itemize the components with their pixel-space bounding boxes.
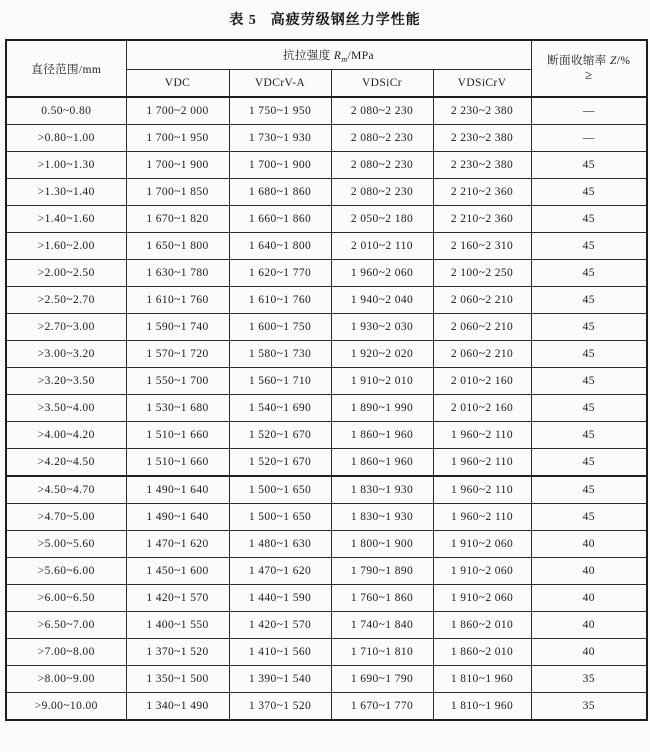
cell-vdc: 1 700~1 950 — [126, 125, 229, 152]
table-row — [6, 666, 647, 693]
cell-vdsicr: 1 690~1 790 — [331, 666, 433, 693]
cell-diameter-range: >2.00~2.50 — [6, 260, 126, 287]
cell-vdsicr: 2 010~2 110 — [331, 233, 433, 260]
cell-vdcrv-a: 1 580~1 730 — [229, 341, 331, 368]
cell-vdcrv-a: 1 600~1 750 — [229, 314, 331, 341]
cell-diameter-range: >1.00~1.30 — [6, 152, 126, 179]
cell-vdsicrv: 1 860~2 010 — [433, 612, 531, 639]
cell-vdsicr: 1 760~1 860 — [331, 585, 433, 612]
cell-vdc: 1 530~1 680 — [126, 395, 229, 422]
cell-vdcrv-a: 1 560~1 710 — [229, 368, 331, 395]
cell-vdsicr: 1 940~2 040 — [331, 287, 433, 314]
cell-vdc: 1 370~1 520 — [126, 639, 229, 666]
cell-vdsicrv: 1 860~2 010 — [433, 639, 531, 666]
cell-vdc: 1 420~1 570 — [126, 585, 229, 612]
table-title — [0, 0, 650, 39]
reduction-label: 断面收缩率 — [547, 54, 610, 67]
cell-vdc: 1 400~1 550 — [126, 612, 229, 639]
cell-diameter-range: >6.00~6.50 — [6, 585, 126, 612]
cell-vdsicr: 1 920~2 020 — [331, 341, 433, 368]
cell-vdc: 1 590~1 740 — [126, 314, 229, 341]
cell-vdc: 1 700~1 850 — [126, 179, 229, 206]
cell-vdsicrv: 1 960~2 110 — [433, 504, 531, 531]
cell-reduction: 40 — [531, 558, 647, 585]
cell-vdsicr: 1 830~1 930 — [331, 504, 433, 531]
cell-vdcrv-a: 1 660~1 860 — [229, 206, 331, 233]
table-row — [6, 639, 647, 666]
reduction-symbol: Z — [609, 54, 617, 67]
table-row — [6, 260, 647, 287]
cell-vdsicrv: 1 810~1 960 — [433, 693, 531, 721]
cell-vdcrv-a: 1 700~1 900 — [229, 152, 331, 179]
cell-diameter-range: >1.60~2.00 — [6, 233, 126, 260]
cell-vdcrv-a: 1 410~1 560 — [229, 639, 331, 666]
mechanical-properties-table — [5, 39, 648, 721]
cell-diameter-range: >4.50~4.70 — [6, 476, 126, 504]
table-row — [6, 531, 647, 558]
cell-vdsicr: 2 080~2 230 — [331, 125, 433, 152]
cell-reduction: 40 — [531, 585, 647, 612]
cell-reduction: 45 — [531, 260, 647, 287]
cell-vdc: 1 700~2 000 — [126, 97, 229, 125]
cell-vdsicrv: 1 910~2 060 — [433, 531, 531, 558]
cell-vdcrv-a: 1 500~1 650 — [229, 504, 331, 531]
cell-vdsicrv: 2 160~2 310 — [433, 233, 531, 260]
cell-vdsicrv: 1 960~2 110 — [433, 476, 531, 504]
cell-vdsicrv: 1 960~2 110 — [433, 449, 531, 477]
table-row — [6, 558, 647, 585]
table-row — [6, 395, 647, 422]
cell-vdsicrv: 1 910~2 060 — [433, 558, 531, 585]
cell-vdsicrv: 1 910~2 060 — [433, 585, 531, 612]
table-row — [6, 585, 647, 612]
cell-diameter-range: >3.20~3.50 — [6, 368, 126, 395]
cell-reduction: 40 — [531, 639, 647, 666]
cell-vdc: 1 700~1 900 — [126, 152, 229, 179]
tensile-unit: /MPa — [347, 49, 375, 62]
table-row — [6, 504, 647, 531]
cell-vdc: 1 610~1 760 — [126, 287, 229, 314]
cell-vdsicr: 2 050~2 180 — [331, 206, 433, 233]
cell-vdsicr: 2 080~2 230 — [331, 179, 433, 206]
header-grade-vdcrv-a: VDCrV-A — [229, 70, 331, 98]
cell-reduction: — — [531, 125, 647, 152]
cell-vdsicrv: 2 210~2 360 — [433, 206, 531, 233]
cell-diameter-range: >3.50~4.00 — [6, 395, 126, 422]
cell-vdsicrv: 2 230~2 380 — [433, 125, 531, 152]
table-row — [6, 693, 647, 721]
cell-diameter-range: >8.00~9.00 — [6, 666, 126, 693]
cell-diameter-range: >2.50~2.70 — [6, 287, 126, 314]
table-row — [6, 287, 647, 314]
cell-diameter-range: >3.00~3.20 — [6, 341, 126, 368]
cell-vdsicrv: 2 210~2 360 — [433, 179, 531, 206]
cell-diameter-range: 0.50~0.80 — [6, 97, 126, 125]
cell-reduction: 35 — [531, 693, 647, 721]
cell-vdsicr: 1 890~1 990 — [331, 395, 433, 422]
table-row — [6, 449, 647, 477]
cell-vdcrv-a: 1 480~1 630 — [229, 531, 331, 558]
header-grade-vdc: VDC — [126, 70, 229, 98]
cell-diameter-range: >7.00~8.00 — [6, 639, 126, 666]
cell-reduction: 45 — [531, 476, 647, 504]
cell-vdc: 1 490~1 640 — [126, 504, 229, 531]
table-header — [6, 40, 647, 97]
cell-reduction: 45 — [531, 422, 647, 449]
cell-vdcrv-a: 1 620~1 770 — [229, 260, 331, 287]
reduction-unit: /% — [616, 54, 631, 67]
table-row — [6, 612, 647, 639]
cell-diameter-range: >1.40~1.60 — [6, 206, 126, 233]
table-row — [6, 179, 647, 206]
cell-vdcrv-a: 1 750~1 950 — [229, 97, 331, 125]
cell-reduction: — — [531, 97, 647, 125]
cell-reduction: 45 — [531, 287, 647, 314]
cell-vdsicrv: 2 010~2 160 — [433, 395, 531, 422]
tensile-label: 抗拉强度 — [283, 49, 334, 62]
cell-vdc: 1 470~1 620 — [126, 531, 229, 558]
cell-diameter-range: >4.00~4.20 — [6, 422, 126, 449]
cell-vdcrv-a: 1 500~1 650 — [229, 476, 331, 504]
cell-vdcrv-a: 1 520~1 670 — [229, 422, 331, 449]
cell-reduction: 45 — [531, 341, 647, 368]
cell-diameter-range: >6.50~7.00 — [6, 612, 126, 639]
cell-reduction: 45 — [531, 233, 647, 260]
cell-vdc: 1 630~1 780 — [126, 260, 229, 287]
cell-reduction: 45 — [531, 504, 647, 531]
tensile-subscript: m — [341, 54, 348, 64]
cell-vdc: 1 510~1 660 — [126, 449, 229, 477]
cell-vdcrv-a: 1 420~1 570 — [229, 612, 331, 639]
cell-vdc: 1 670~1 820 — [126, 206, 229, 233]
cell-vdc: 1 450~1 600 — [126, 558, 229, 585]
cell-diameter-range: >2.70~3.00 — [6, 314, 126, 341]
cell-vdsicr: 1 960~2 060 — [331, 260, 433, 287]
cell-vdsicr: 1 930~2 030 — [331, 314, 433, 341]
cell-vdcrv-a: 1 470~1 620 — [229, 558, 331, 585]
cell-diameter-range: >9.00~10.00 — [6, 693, 126, 721]
cell-vdsicrv: 2 060~2 210 — [433, 341, 531, 368]
cell-vdc: 1 340~1 490 — [126, 693, 229, 721]
table-row — [6, 341, 647, 368]
cell-vdsicr: 1 670~1 770 — [331, 693, 433, 721]
cell-diameter-range: >0.80~1.00 — [6, 125, 126, 152]
cell-diameter-range: >4.70~5.00 — [6, 504, 126, 531]
cell-vdc: 1 490~1 640 — [126, 476, 229, 504]
table-row — [6, 476, 647, 504]
cell-vdcrv-a: 1 730~1 930 — [229, 125, 331, 152]
cell-vdc: 1 650~1 800 — [126, 233, 229, 260]
cell-diameter-range: >5.60~6.00 — [6, 558, 126, 585]
cell-vdsicr: 1 910~2 010 — [331, 368, 433, 395]
cell-vdsicrv: 2 060~2 210 — [433, 314, 531, 341]
cell-vdsicr: 1 800~1 900 — [331, 531, 433, 558]
cell-vdsicrv: 2 060~2 210 — [433, 287, 531, 314]
cell-vdsicrv: 2 010~2 160 — [433, 368, 531, 395]
header-grade-vdsicr: VDSiCr — [331, 70, 433, 98]
table-row — [6, 314, 647, 341]
cell-diameter-range: >1.30~1.40 — [6, 179, 126, 206]
cell-vdcrv-a: 1 610~1 760 — [229, 287, 331, 314]
cell-vdsicr: 1 860~1 960 — [331, 449, 433, 477]
cell-reduction: 45 — [531, 449, 647, 477]
cell-vdsicr: 1 790~1 890 — [331, 558, 433, 585]
cell-vdsicr: 1 710~1 810 — [331, 639, 433, 666]
cell-vdc: 1 510~1 660 — [126, 422, 229, 449]
cell-vdcrv-a: 1 520~1 670 — [229, 449, 331, 477]
cell-vdsicrv: 2 230~2 380 — [433, 97, 531, 125]
cell-reduction: 45 — [531, 179, 647, 206]
cell-vdsicr: 1 830~1 930 — [331, 476, 433, 504]
cell-vdsicrv: 2 100~2 250 — [433, 260, 531, 287]
cell-vdcrv-a: 1 680~1 860 — [229, 179, 331, 206]
table-row — [6, 125, 647, 152]
cell-vdc: 1 570~1 720 — [126, 341, 229, 368]
cell-vdsicr: 1 740~1 840 — [331, 612, 433, 639]
cell-reduction: 35 — [531, 666, 647, 693]
header-tensile-strength — [126, 40, 531, 70]
cell-reduction: 45 — [531, 368, 647, 395]
cell-reduction: 40 — [531, 531, 647, 558]
table-row — [6, 368, 647, 395]
header-grade-vdsicrv: VDSiCrV — [433, 70, 531, 98]
cell-vdsicr: 2 080~2 230 — [331, 152, 433, 179]
cell-diameter-range: >5.00~5.60 — [6, 531, 126, 558]
cell-vdsicrv: 2 230~2 380 — [433, 152, 531, 179]
cell-vdsicr: 1 860~1 960 — [331, 422, 433, 449]
cell-vdcrv-a: 1 370~1 520 — [229, 693, 331, 721]
tensile-symbol: R — [333, 49, 342, 62]
cell-reduction: 45 — [531, 395, 647, 422]
table-row — [6, 152, 647, 179]
table-number: 表 5 — [229, 13, 257, 28]
table-row — [6, 233, 647, 260]
table-row — [6, 97, 647, 125]
header-reduction-of-area — [531, 40, 647, 97]
cell-vdc: 1 350~1 500 — [126, 666, 229, 693]
header-row-1 — [6, 40, 647, 70]
cell-reduction: 45 — [531, 152, 647, 179]
cell-vdcrv-a: 1 440~1 590 — [229, 585, 331, 612]
cell-vdsicrv: 1 960~2 110 — [433, 422, 531, 449]
cell-reduction: 45 — [531, 206, 647, 233]
cell-reduction: 40 — [531, 612, 647, 639]
cell-vdsicr: 2 080~2 230 — [331, 97, 433, 125]
cell-diameter-range: >4.20~4.50 — [6, 449, 126, 477]
cell-vdc: 1 550~1 700 — [126, 368, 229, 395]
cell-vdsicrv: 1 810~1 960 — [433, 666, 531, 693]
table-row — [6, 206, 647, 233]
table-body — [6, 97, 647, 720]
cell-vdcrv-a: 1 390~1 540 — [229, 666, 331, 693]
cell-vdcrv-a: 1 540~1 690 — [229, 395, 331, 422]
cell-reduction: 45 — [531, 314, 647, 341]
greater-equal-sign: ≥ — [585, 67, 593, 82]
table-title-text: 高疲劳级钢丝力学性能 — [270, 13, 421, 28]
table-row — [6, 422, 647, 449]
cell-vdcrv-a: 1 640~1 800 — [229, 233, 331, 260]
header-diameter: 直径范围/mm — [6, 40, 126, 97]
